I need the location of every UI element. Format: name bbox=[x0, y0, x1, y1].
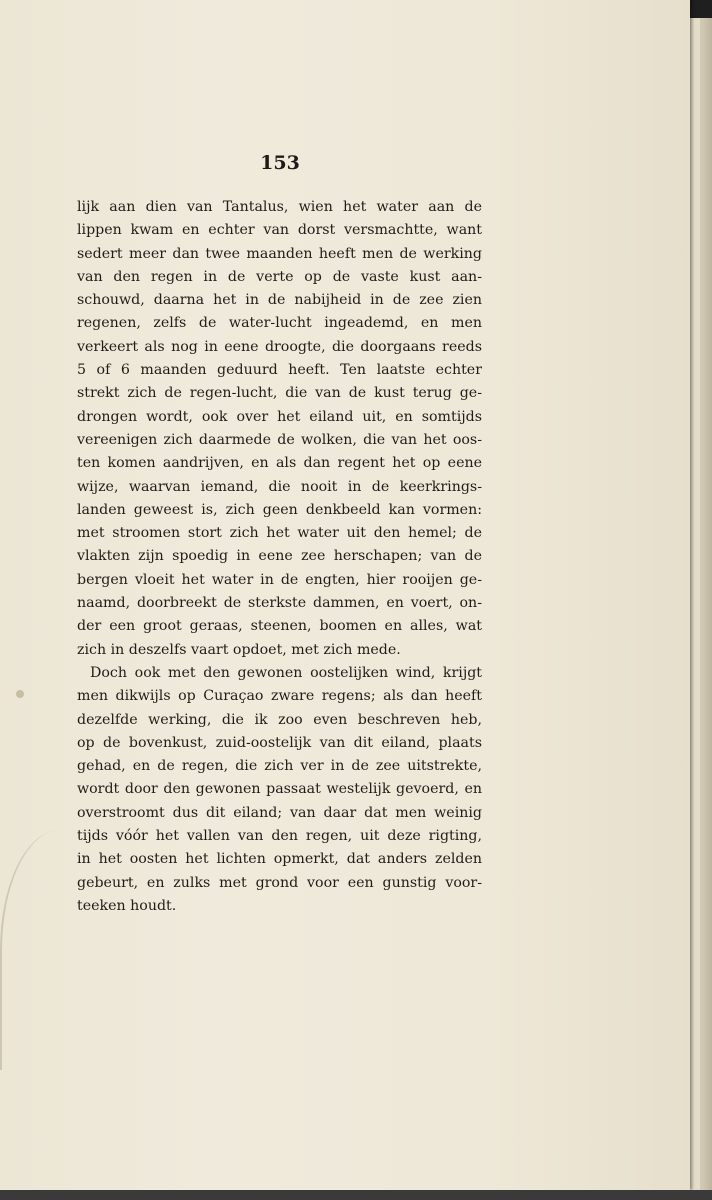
text-line: gebeurt, en zulks met grond voor een gunstig voor- bbox=[77, 874, 482, 891]
text-line: landen geweest is, zich geen denkbeeld kan vormen: bbox=[77, 501, 482, 518]
binding-shadow bbox=[0, 830, 62, 1070]
text-line: tijds vóór het vallen van den regen, uit deze rigting, bbox=[77, 828, 482, 845]
text-line: men dikwijls op Curaçao zware regens; als dan heeft bbox=[77, 688, 482, 705]
text-line: regenen, zelfs de water-lucht ingeademd, en men bbox=[77, 315, 482, 332]
text-line: bergen vloeit het water in de engten, hier rooijen ge- bbox=[77, 571, 482, 588]
page-number-text: 153 bbox=[260, 152, 300, 174]
page-edge-stack bbox=[690, 18, 712, 1198]
paragraph-2 bbox=[77, 662, 482, 918]
scan-background-bottom bbox=[0, 1190, 712, 1200]
text-line: wijze, waarvan iemand, die nooit in de keerkrings- bbox=[77, 478, 482, 495]
text-line: van den regen in de verte op de vaste kust aan- bbox=[77, 268, 482, 285]
text-line: met stroomen stort zich het water uit den hemel; de bbox=[77, 525, 482, 542]
text-line: drongen wordt, ook over het eiland uit, en somtijds bbox=[77, 408, 482, 425]
text-line: schouwd, daarna het in de nabijheid in de zee zien bbox=[77, 292, 482, 309]
text-line: lippen kwam en echter van dorst versmachtte, want bbox=[77, 222, 482, 239]
text-line: gehad, en de regen, die zich ver in de zee uitstrekte, bbox=[77, 758, 482, 775]
binding-mark bbox=[16, 690, 24, 698]
text-line: zich in deszelfs vaart opdoet, met zich mede. bbox=[77, 641, 401, 658]
text-line: in het oosten het lichten opmerkt, dat anders zelden bbox=[77, 851, 482, 868]
text-line: vereenigen zich daarmede de wolken, die van het oos- bbox=[77, 431, 482, 448]
text-line: sedert meer dan twee maanden heeft men de werking bbox=[77, 245, 482, 262]
text-line: 5 of 6 maanden geduurd heeft. Ten laatste echter bbox=[77, 362, 482, 379]
page-number bbox=[0, 152, 560, 174]
text-line: lijk aan dien van Tantalus, wien het water aan de bbox=[77, 199, 482, 215]
text-line: strekt zich de regen-lucht, die van de kust terug ge- bbox=[77, 385, 482, 402]
text-line: ten komen aandrijven, en als dan regent het op eene bbox=[77, 455, 482, 472]
text-line: overstroomt dus dit eiland; van daar dat men weinig bbox=[77, 804, 482, 821]
text-line: der een groot geraas, steenen, boomen en alles, wat bbox=[77, 618, 482, 635]
text-line: op de bovenkust, zuid-oostelijk van dit eiland, plaats bbox=[77, 734, 482, 751]
body-text bbox=[77, 196, 482, 918]
text-line: dezelfde werking, die ik zoo even beschreven heb, bbox=[77, 711, 482, 728]
paragraph-1 bbox=[77, 196, 482, 662]
text-line: naamd, doorbreekt de sterkste dammen, en voert, on- bbox=[77, 595, 482, 612]
text-line: teeken houdt. bbox=[77, 897, 177, 914]
text-line: verkeert als nog in eene droogte, die doorgaans reeds bbox=[77, 338, 482, 355]
text-line: wordt door den gewonen passaat westelijk gevoerd, en bbox=[77, 781, 482, 798]
text-line: Doch ook met den gewonen oostelijken wind, krijgt bbox=[90, 664, 482, 681]
page-edge-inner bbox=[690, 18, 700, 1198]
text-line: vlakten zijn spoedig in eene zee herschapen; van de bbox=[77, 548, 482, 565]
